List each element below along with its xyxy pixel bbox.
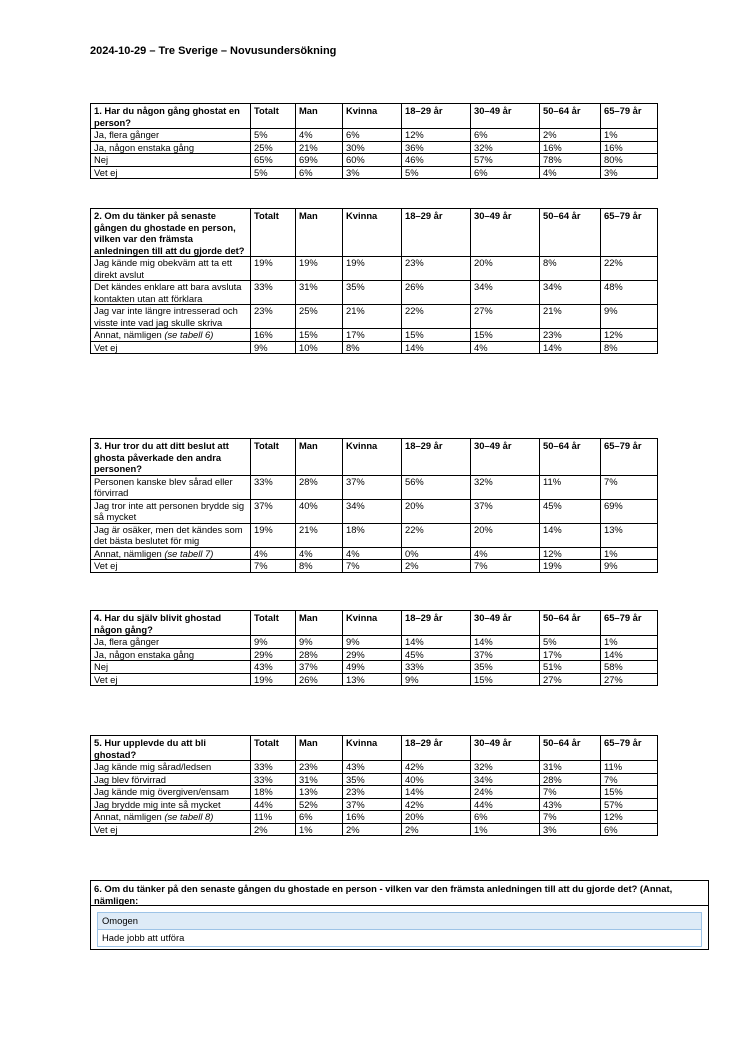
table-row	[91, 475, 658, 499]
row-label-text: Jag kände mig obekväm att ta ett direkt avslut	[94, 257, 233, 280]
value-cell: 2%	[343, 823, 402, 836]
value-cell: 3%	[343, 166, 402, 179]
question-table-1	[90, 103, 658, 179]
column-header: Totalt	[251, 104, 296, 129]
table6-answer: Hade jobb att utföra	[102, 932, 185, 943]
value-cell: 20%	[471, 257, 540, 281]
table-header-row	[91, 611, 658, 636]
value-cell: 6%	[471, 166, 540, 179]
column-header: Totalt	[251, 209, 296, 257]
column-header: 50–64 år	[540, 209, 601, 257]
question-table-2	[90, 208, 658, 354]
value-cell: 27%	[471, 305, 540, 329]
row-label-text: Jag brydde mig inte så mycket	[94, 798, 221, 810]
value-cell: 2%	[402, 560, 471, 573]
row-label	[91, 661, 251, 674]
row-label-text: Nej	[94, 154, 109, 165]
value-cell: 44%	[471, 798, 540, 811]
table6-answer-list	[97, 912, 702, 947]
row-label	[91, 305, 251, 329]
value-cell: 22%	[402, 523, 471, 547]
row-label	[91, 673, 251, 686]
value-cell: 69%	[601, 499, 658, 523]
row-label	[91, 129, 251, 142]
column-header: 65–79 år	[601, 439, 658, 476]
value-cell: 2%	[402, 823, 471, 836]
value-cell: 37%	[343, 475, 402, 499]
column-header: 18–29 år	[402, 439, 471, 476]
value-cell: 36%	[402, 141, 471, 154]
value-cell: 12%	[601, 329, 658, 342]
value-cell: 4%	[296, 547, 343, 560]
column-header: Man	[296, 209, 343, 257]
value-cell: 20%	[402, 811, 471, 824]
value-cell: 33%	[251, 281, 296, 305]
value-cell: 8%	[296, 560, 343, 573]
value-cell: 12%	[601, 811, 658, 824]
value-cell: 45%	[540, 499, 601, 523]
value-cell: 14%	[601, 648, 658, 661]
value-cell: 5%	[251, 166, 296, 179]
value-cell: 58%	[601, 661, 658, 674]
value-cell: 18%	[343, 523, 402, 547]
value-cell: 4%	[343, 547, 402, 560]
column-header: 50–64 år	[540, 611, 601, 636]
value-cell: 12%	[402, 129, 471, 142]
value-cell: 35%	[471, 661, 540, 674]
value-cell: 9%	[601, 305, 658, 329]
value-cell: 6%	[296, 811, 343, 824]
value-cell: 30%	[343, 141, 402, 154]
value-cell: 42%	[402, 798, 471, 811]
row-label	[91, 786, 251, 799]
value-cell: 5%	[402, 166, 471, 179]
question-heading: 4. Har du själv blivit ghostad någon gång?	[91, 611, 251, 636]
row-label-text: Ja, flera gånger	[94, 129, 160, 140]
value-cell: 21%	[296, 523, 343, 547]
value-cell: 31%	[540, 761, 601, 774]
value-cell: 32%	[471, 475, 540, 499]
value-cell: 15%	[601, 786, 658, 799]
question-table-4	[90, 610, 658, 686]
value-cell: 2%	[540, 129, 601, 142]
table-row	[91, 661, 658, 674]
value-cell: 60%	[343, 154, 402, 167]
row-label	[91, 475, 251, 499]
value-cell: 26%	[402, 281, 471, 305]
value-cell: 15%	[296, 329, 343, 342]
value-cell: 7%	[540, 811, 601, 824]
value-cell: 14%	[540, 523, 601, 547]
value-cell: 28%	[540, 773, 601, 786]
value-cell: 17%	[540, 648, 601, 661]
row-label-text: Annat, nämligen	[94, 811, 162, 822]
value-cell: 52%	[296, 798, 343, 811]
table-header-row	[91, 736, 658, 761]
value-cell: 49%	[343, 661, 402, 674]
column-header: 18–29 år	[402, 611, 471, 636]
row-label	[91, 141, 251, 154]
value-cell: 51%	[540, 661, 601, 674]
row-label-text: Vet ej	[94, 673, 118, 685]
table-row	[91, 798, 658, 811]
value-cell: 14%	[471, 636, 540, 649]
value-cell: 57%	[471, 154, 540, 167]
row-label	[91, 523, 251, 547]
table-row	[91, 811, 658, 824]
value-cell: 16%	[343, 811, 402, 824]
column-header: 65–79 år	[601, 736, 658, 761]
value-cell: 22%	[601, 257, 658, 281]
value-cell: 33%	[251, 475, 296, 499]
row-label-text: Jag kände mig övergiven/ensam	[94, 786, 229, 797]
value-cell: 32%	[471, 141, 540, 154]
value-cell: 20%	[402, 499, 471, 523]
table-row	[91, 673, 658, 686]
value-cell: 1%	[471, 823, 540, 836]
value-cell: 19%	[251, 257, 296, 281]
value-cell: 5%	[251, 129, 296, 142]
value-cell: 9%	[251, 341, 296, 354]
row-label-text: Jag är osäker, men det kändes som det bästa beslutet för mig	[94, 523, 243, 546]
value-cell: 7%	[251, 560, 296, 573]
column-header: Kvinna	[343, 439, 402, 476]
value-cell: 78%	[540, 154, 601, 167]
value-cell: 44%	[251, 798, 296, 811]
table-row	[91, 329, 658, 342]
value-cell: 23%	[540, 329, 601, 342]
column-header: 30–49 år	[471, 736, 540, 761]
value-cell: 27%	[601, 673, 658, 686]
table6-open-answers	[90, 880, 709, 950]
value-cell: 6%	[601, 823, 658, 836]
row-label	[91, 166, 251, 179]
value-cell: 14%	[540, 341, 601, 354]
value-cell: 37%	[296, 661, 343, 674]
question-heading: 2. Om du tänker på senaste gången du ghostade en person, vilken var den främsta anledningen till att du gjorde det?	[91, 209, 251, 257]
column-header: Kvinna	[343, 611, 402, 636]
value-cell: 45%	[402, 648, 471, 661]
row-label	[91, 560, 251, 573]
value-cell: 56%	[402, 475, 471, 499]
value-cell: 17%	[343, 329, 402, 342]
value-cell: 25%	[296, 305, 343, 329]
column-header: Totalt	[251, 736, 296, 761]
table-row	[91, 761, 658, 774]
value-cell: 10%	[296, 341, 343, 354]
value-cell: 11%	[251, 811, 296, 824]
value-cell: 7%	[343, 560, 402, 573]
table-row	[91, 305, 658, 329]
value-cell: 28%	[296, 648, 343, 661]
value-cell: 37%	[471, 499, 540, 523]
value-cell: 7%	[540, 786, 601, 799]
value-cell: 23%	[296, 761, 343, 774]
row-label	[91, 257, 251, 281]
table-row	[91, 141, 658, 154]
value-cell: 14%	[402, 636, 471, 649]
column-header: Man	[296, 104, 343, 129]
value-cell: 35%	[343, 281, 402, 305]
value-cell: 11%	[601, 761, 658, 774]
value-cell: 13%	[343, 673, 402, 686]
value-cell: 19%	[251, 673, 296, 686]
table-row	[91, 786, 658, 799]
value-cell: 21%	[296, 141, 343, 154]
question-heading: 1. Har du någon gång ghostat en person?	[91, 104, 251, 129]
value-cell: 1%	[601, 547, 658, 560]
value-cell: 34%	[471, 281, 540, 305]
value-cell: 34%	[471, 773, 540, 786]
value-cell: 25%	[251, 141, 296, 154]
column-header: Kvinna	[343, 209, 402, 257]
value-cell: 7%	[471, 560, 540, 573]
value-cell: 29%	[343, 648, 402, 661]
row-label	[91, 547, 251, 560]
row-label-text: Vet ej	[94, 341, 118, 353]
column-header: 50–64 år	[540, 439, 601, 476]
question-table-5	[90, 735, 658, 836]
value-cell: 23%	[251, 305, 296, 329]
value-cell: 43%	[251, 661, 296, 674]
value-cell: 33%	[251, 761, 296, 774]
column-header: 18–29 år	[402, 209, 471, 257]
value-cell: 15%	[471, 673, 540, 686]
value-cell: 1%	[296, 823, 343, 836]
value-cell: 43%	[540, 798, 601, 811]
table-row	[91, 341, 658, 354]
column-header: Totalt	[251, 439, 296, 476]
value-cell: 9%	[251, 636, 296, 649]
value-cell: 7%	[601, 773, 658, 786]
value-cell: 42%	[402, 761, 471, 774]
table-header-row	[91, 209, 658, 257]
column-header: Man	[296, 611, 343, 636]
row-label-note: (se tabell 8)	[164, 811, 214, 822]
value-cell: 13%	[296, 786, 343, 799]
row-label	[91, 329, 251, 342]
column-header: 30–49 år	[471, 209, 540, 257]
value-cell: 22%	[402, 305, 471, 329]
value-cell: 69%	[296, 154, 343, 167]
value-cell: 8%	[540, 257, 601, 281]
value-cell: 37%	[343, 798, 402, 811]
value-cell: 8%	[601, 341, 658, 354]
question-heading: 3. Hur tror du att ditt beslut att ghosta påverkade den andra personen?	[91, 439, 251, 476]
column-header: Man	[296, 736, 343, 761]
value-cell: 12%	[540, 547, 601, 560]
column-header: 65–79 år	[601, 209, 658, 257]
value-cell: 80%	[601, 154, 658, 167]
row-label	[91, 341, 251, 354]
value-cell: 9%	[601, 560, 658, 573]
table-row	[91, 166, 658, 179]
column-header: 30–49 år	[471, 439, 540, 476]
value-cell: 23%	[343, 786, 402, 799]
column-header: Kvinna	[343, 104, 402, 129]
table-row	[91, 636, 658, 649]
value-cell: 6%	[343, 129, 402, 142]
value-cell: 3%	[601, 166, 658, 179]
value-cell: 19%	[251, 523, 296, 547]
row-label-text: Vet ej	[94, 560, 118, 571]
value-cell: 34%	[343, 499, 402, 523]
value-cell: 21%	[540, 305, 601, 329]
value-cell: 29%	[251, 648, 296, 661]
row-label	[91, 636, 251, 649]
row-label-text: Det kändes enklare att bara avsluta kontakten utan att förklara	[94, 281, 242, 304]
table-row	[91, 560, 658, 573]
value-cell: 18%	[251, 786, 296, 799]
value-cell: 19%	[540, 560, 601, 573]
value-cell: 6%	[296, 166, 343, 179]
table-header-row	[91, 439, 658, 476]
value-cell: 16%	[251, 329, 296, 342]
column-header: 65–79 år	[601, 611, 658, 636]
value-cell: 57%	[601, 798, 658, 811]
column-header: Man	[296, 439, 343, 476]
row-label-text: Ja, flera gånger	[94, 636, 160, 647]
value-cell: 4%	[251, 547, 296, 560]
value-cell: 14%	[402, 341, 471, 354]
row-label	[91, 811, 251, 824]
value-cell: 4%	[471, 547, 540, 560]
table-row	[91, 129, 658, 142]
row-label	[91, 761, 251, 774]
table-row	[91, 154, 658, 167]
row-label-text: Personen kanske blev sårad eller förvirrad	[94, 475, 233, 498]
row-label-text: Annat, nämligen	[94, 329, 162, 340]
table-row	[91, 499, 658, 523]
row-label	[91, 281, 251, 305]
value-cell: 28%	[296, 475, 343, 499]
value-cell: 43%	[343, 761, 402, 774]
row-label	[91, 154, 251, 167]
value-cell: 4%	[471, 341, 540, 354]
row-label-text: Ja, någon enstaka gång	[94, 141, 195, 153]
value-cell: 21%	[343, 305, 402, 329]
value-cell: 48%	[601, 281, 658, 305]
value-cell: 20%	[471, 523, 540, 547]
row-label-note: (se tabell 7)	[164, 547, 214, 559]
row-label-text: Ja, någon enstaka gång	[94, 648, 195, 660]
value-cell: 16%	[601, 141, 658, 154]
table-row	[91, 281, 658, 305]
row-label-text: Jag tror inte att personen brydde sig så mycket	[94, 499, 245, 522]
value-cell: 37%	[251, 499, 296, 523]
value-cell: 32%	[471, 761, 540, 774]
row-label	[91, 499, 251, 523]
value-cell: 5%	[540, 636, 601, 649]
table-row	[91, 257, 658, 281]
column-header: 30–49 år	[471, 611, 540, 636]
value-cell: 19%	[343, 257, 402, 281]
value-cell: 4%	[296, 129, 343, 142]
column-header: 18–29 år	[402, 104, 471, 129]
row-label-text: Annat, nämligen	[94, 547, 162, 559]
table-row	[91, 547, 658, 560]
value-cell: 9%	[343, 636, 402, 649]
table-row	[91, 823, 658, 836]
value-cell: 40%	[296, 499, 343, 523]
value-cell: 27%	[540, 673, 601, 686]
value-cell: 26%	[296, 673, 343, 686]
value-cell: 34%	[540, 281, 601, 305]
value-cell: 13%	[601, 523, 658, 547]
row-label	[91, 823, 251, 836]
value-cell: 19%	[296, 257, 343, 281]
value-cell: 15%	[402, 329, 471, 342]
row-label	[91, 773, 251, 786]
row-label-text: Jag blev förvirrad	[94, 773, 166, 785]
row-label	[91, 798, 251, 811]
value-cell: 35%	[343, 773, 402, 786]
value-cell: 3%	[540, 823, 601, 836]
column-header: 50–64 år	[540, 736, 601, 761]
value-cell: 8%	[343, 341, 402, 354]
value-cell: 40%	[402, 773, 471, 786]
table6-question: 6. Om du tänker på den senaste gången du ghostade en person - vilken var den främsta anledningen till att du gjorde det? (Annat, nämligen:	[91, 881, 708, 906]
value-cell: 7%	[601, 475, 658, 499]
question-table-3	[90, 438, 658, 573]
table-header-row	[91, 104, 658, 129]
column-header: 65–79 år	[601, 104, 658, 129]
row-label-text: Nej	[94, 661, 109, 672]
value-cell: 23%	[402, 257, 471, 281]
value-cell: 1%	[601, 636, 658, 649]
column-header: Kvinna	[343, 736, 402, 761]
column-header: 30–49 år	[471, 104, 540, 129]
column-header: 18–29 år	[402, 736, 471, 761]
value-cell: 0%	[402, 547, 471, 560]
value-cell: 33%	[402, 661, 471, 674]
table-row	[91, 773, 658, 786]
value-cell: 6%	[471, 811, 540, 824]
row-label-note: (se tabell 6)	[164, 329, 214, 340]
row-label-text: Vet ej	[94, 823, 118, 835]
value-cell: 15%	[471, 329, 540, 342]
value-cell: 11%	[540, 475, 601, 499]
value-cell: 9%	[296, 636, 343, 649]
value-cell: 46%	[402, 154, 471, 167]
value-cell: 2%	[251, 823, 296, 836]
row-label-text: Jag kände mig sårad/ledsen	[94, 761, 212, 772]
value-cell: 31%	[296, 773, 343, 786]
table-row	[91, 648, 658, 661]
question-heading: 5. Hur upplevde du att bli ghostad?	[91, 736, 251, 761]
value-cell: 16%	[540, 141, 601, 154]
document-title: 2024-10-29 – Tre Sverige – Novusundersökning	[90, 45, 337, 57]
column-header: 50–64 år	[540, 104, 601, 129]
value-cell: 31%	[296, 281, 343, 305]
value-cell: 6%	[471, 129, 540, 142]
table-row	[91, 523, 658, 547]
value-cell: 4%	[540, 166, 601, 179]
value-cell: 9%	[402, 673, 471, 686]
row-label	[91, 648, 251, 661]
value-cell: 14%	[402, 786, 471, 799]
column-header: Totalt	[251, 611, 296, 636]
value-cell: 33%	[251, 773, 296, 786]
row-label-text: Vet ej	[94, 166, 118, 178]
value-cell: 65%	[251, 154, 296, 167]
table6-answer: Omogen	[98, 913, 701, 930]
value-cell: 24%	[471, 786, 540, 799]
value-cell: 1%	[601, 129, 658, 142]
value-cell: 37%	[471, 648, 540, 661]
row-label-text: Jag var inte längre intresserad och visste inte vad jag skulle skriva	[94, 305, 238, 328]
